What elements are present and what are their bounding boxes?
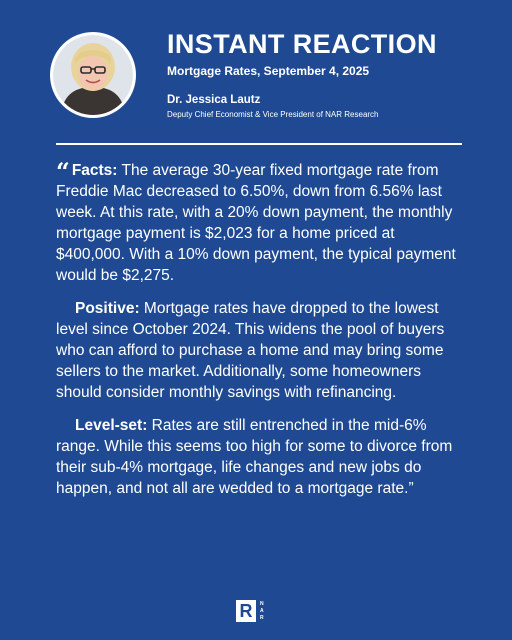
realtor-r-icon [236,600,256,622]
logo-text [260,601,264,622]
levelset-paragraph [56,415,466,499]
nar-logo [236,600,264,622]
logo-text-r: R [260,614,265,621]
author-name: Dr. Jessica Lautz [167,94,261,106]
quote-body [56,157,466,511]
open-quote-icon: “ [56,157,70,186]
logo-letter: R [239,601,253,621]
header-divider [56,143,462,145]
facts-label: Facts: [71,162,118,179]
positive-text: Mortgage rates have dropped to the lowest level since October 2024. This widens the pool of buyers who can afford to purchase a home and may bring some sellers to the market. Additionally, some homeowners should consider monthly savings with refinancing. [56,300,445,401]
positive-label: Positive: [75,300,140,317]
page-title: INSTANT REACTION [167,29,437,59]
author-role: Deputy Chief Economist & Vice President of NAR Research [167,110,379,119]
levelset-label: Level-set: [75,417,148,434]
page-subtitle: Mortgage Rates, September 4, 2025 [167,64,370,78]
facts-paragraph [56,157,466,286]
author-avatar [50,32,136,118]
author-portrait-image [53,35,133,115]
positive-paragraph [56,298,466,403]
levelset-text: Rates are still entrenched in the mid-6% range. While this seems too high for some to divorce from their sub-4% mortgage, life changes and new jobs do happen, and not all are wedded to a mortgage rate.” [56,417,453,497]
facts-text: The average 30-year fixed mortgage rate from Freddie Mac decreased to 6.50%, down from 6.56% last week. At this rate, with a 20% down payment, the monthly mortgage payment is $2,023 for a home priced at $400,000. With a 10% down payment, the typical payment would be $2,275. [56,162,456,284]
logo-text-n: N [260,600,265,607]
logo-text-a: A [260,607,265,614]
